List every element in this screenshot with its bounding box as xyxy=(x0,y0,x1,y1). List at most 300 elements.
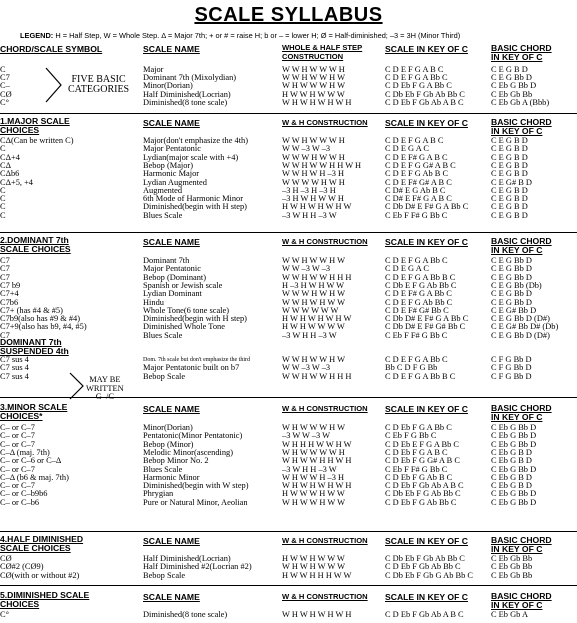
scale-name: Spanish or Jewish scale xyxy=(143,281,223,290)
basic-chord: C E G B D xyxy=(491,145,528,154)
chord-symbol: C7 xyxy=(0,74,10,83)
diminished-header-chord-1: BASIC CHORD xyxy=(491,591,552,601)
dominant-title: 2.DOMINANT 7th xyxy=(0,235,69,245)
construction: –3 W H H –3 W xyxy=(282,465,337,474)
construction: W H W W H –3 H xyxy=(282,473,345,482)
scale-name: Bebop (Minor) xyxy=(143,440,194,449)
scale-notes: C D E G A C xyxy=(385,265,429,274)
scale-notes: C D Eb F G A B C xyxy=(385,448,448,457)
scale-name: Half Diminished #2(Locrian #2) xyxy=(143,563,252,572)
minor-row xyxy=(0,432,577,440)
scale-name: Bebop Scale xyxy=(143,372,186,381)
construction: W W W H W H W xyxy=(282,290,345,299)
minor-row xyxy=(0,482,577,490)
basic-chord: C Eb G B D xyxy=(491,457,532,466)
scale-notes: C Db Eb F G Ab Bb C xyxy=(385,490,461,499)
major-row xyxy=(0,154,577,162)
construction: W H H H W W H W xyxy=(282,440,352,449)
scale-notes: C D Eb F G G# A B C xyxy=(385,457,460,466)
dominant-row xyxy=(0,332,577,340)
scale-name: Diminished(begin with W step) xyxy=(143,482,249,491)
scale-name: Harmonic Minor xyxy=(143,473,200,482)
basic-chord: C E G B D xyxy=(491,186,528,195)
major-row xyxy=(0,179,577,187)
legend xyxy=(20,31,572,40)
construction: –3 H –3 H –3 H xyxy=(282,186,336,195)
chord-symbol: C7 sus 4 xyxy=(0,364,29,373)
suspended-title-2: SUSPENDED 4th xyxy=(0,346,69,356)
diminished-divider xyxy=(0,585,577,586)
dominant-row xyxy=(0,307,577,315)
scale-name: Diminished(begin with H step) xyxy=(143,315,247,324)
scale-name: Pentatonic(Minor Pentatonic) xyxy=(143,432,243,441)
dominant-title-2: SCALE CHOICES xyxy=(0,244,71,254)
chord-symbol: CΔ+4 xyxy=(0,153,20,162)
major-row xyxy=(0,170,577,178)
scale-notes: C Db Eb F Gb G Ab Bb C xyxy=(385,571,473,580)
dominant-header-chord-2: IN KEY OF C xyxy=(491,245,543,255)
minor-row xyxy=(0,441,577,449)
construction: W W –3 W –3 xyxy=(282,265,331,274)
construction: H W H W H W H W xyxy=(282,315,352,324)
header-symbol: CHORD/SCALE SYMBOL xyxy=(0,44,103,54)
chord-symbol: C xyxy=(0,66,6,74)
chord-symbol: CØ(with or without #2) xyxy=(0,571,80,580)
chord-symbol: C– or C–b9b6 xyxy=(0,490,48,499)
suspended-title: DOMINANT 7th xyxy=(0,337,62,347)
scale-name: Lydian(major scale with +4) xyxy=(143,153,239,162)
construction: H W W H W W W xyxy=(282,555,345,563)
header-chord-1: BASIC CHORD xyxy=(491,43,552,53)
scale-notes: C D E F# G# Bb C xyxy=(385,306,449,315)
major-row xyxy=(0,187,577,195)
chord-symbol: CΔ+5, +4 xyxy=(0,178,33,187)
diminished-header-key: SCALE IN KEY OF C xyxy=(385,592,468,602)
basic-chord: C Eb G Bb D xyxy=(491,82,537,91)
construction: W W H W W W H xyxy=(282,137,345,145)
construction: W W H W W H W xyxy=(282,74,345,83)
chord-symbol: C– or C–7 xyxy=(0,424,35,432)
half_diminished-title-2: SCALE CHOICES xyxy=(0,543,71,553)
construction: W H W H W H W H xyxy=(282,611,352,619)
scale-name: Bebop (Dominant) xyxy=(143,273,207,282)
construction: W H W W H W W xyxy=(282,498,345,507)
scale-name: Minor(Dorian) xyxy=(143,82,193,91)
header-key: SCALE IN KEY OF C xyxy=(385,44,468,54)
chord-symbol: C xyxy=(0,211,6,220)
scale-name: Harmonic Major xyxy=(143,170,200,179)
chord-symbol: C7 sus 4 xyxy=(0,372,29,381)
scale-name: Half Diminished(Locrian) xyxy=(143,90,231,99)
major-row xyxy=(0,145,577,153)
scale-name: Melodic Minor(ascending) xyxy=(143,448,234,457)
scale-name: Dominant 7th xyxy=(143,257,190,265)
basic-chord: C E G B D xyxy=(491,170,528,179)
scale-name: Hindu xyxy=(143,298,164,307)
minor-header-name: SCALE NAME xyxy=(143,404,200,414)
major-row xyxy=(0,203,577,211)
basic-chord: C Eb G Bb D xyxy=(491,498,537,507)
scale-notes: C D Eb F G Ab B C xyxy=(385,473,453,482)
basic-chord: C E G Bb D xyxy=(491,298,532,307)
minor-row xyxy=(0,474,577,482)
construction: H W W H W W W xyxy=(282,90,345,99)
intro-row xyxy=(0,66,577,74)
chord-symbol: C7b6 xyxy=(0,298,19,307)
basic-chord: C E G Bb (Db) xyxy=(491,281,542,290)
dominant-header-key: SCALE IN KEY OF C xyxy=(385,237,468,247)
construction: W W W H W W H xyxy=(282,153,345,162)
chord-symbol: C–Δ (maj. 7th) xyxy=(0,448,50,457)
basic-chord: C Eb G Bb D xyxy=(491,465,537,474)
construction: –3 W H H –3 W xyxy=(282,211,337,220)
major-row xyxy=(0,212,577,220)
minor-row xyxy=(0,424,577,432)
scale-notes: C D Eb F G A Bb C xyxy=(385,424,452,432)
diminished-title-2: CHOICES xyxy=(0,599,40,609)
scale-name: Whole Tone(6 tone scale) xyxy=(143,306,229,315)
minor-row xyxy=(0,457,577,465)
header-name: SCALE NAME xyxy=(143,44,200,54)
scale-name: Major Pentatonic built on b7 xyxy=(143,364,240,373)
scale-notes: C Eb F F# G Bb C xyxy=(385,331,448,340)
scale-name: Augmented xyxy=(143,186,183,195)
basic-chord: C Eb Gb Bb xyxy=(491,90,533,99)
minor-title-2: CHOICES* xyxy=(0,411,43,421)
chord-symbol: C xyxy=(0,203,6,212)
suspended-note: MAY BE WRITTEN G–/C xyxy=(86,375,124,401)
basic-chord: C E G Bb D xyxy=(491,257,532,265)
basic-chord: C E G B D xyxy=(491,161,528,170)
construction: H –3 H W H W W xyxy=(282,281,345,290)
basic-chord: C E G B D xyxy=(491,203,528,212)
diminished-header-chord-2: IN KEY OF C xyxy=(491,600,543,610)
basic-chord: C Eb G Bb D xyxy=(491,424,537,432)
basic-chord: C Eb Gb Bb xyxy=(491,571,533,580)
construction: –3 H W H W W H xyxy=(282,195,344,204)
basic-chord: C E G Bb D xyxy=(491,290,532,299)
major-divider xyxy=(0,113,577,114)
scale-name: Lydian Augmented xyxy=(143,178,207,187)
dominant-row xyxy=(0,265,577,273)
half_diminished-title: 4.HALF DIMINISHED xyxy=(0,534,84,544)
scale-notes: C D E F G A Bb B C xyxy=(385,273,456,282)
scale-name: Diminished Whole Tone xyxy=(143,323,225,332)
minor-header-construction: W & H CONSTRUCTION xyxy=(282,404,368,413)
scale-name: Blues Scale xyxy=(143,211,183,220)
construction: W W H W W H W xyxy=(282,356,345,364)
minor-header-key: SCALE IN KEY OF C xyxy=(385,404,468,414)
half_diminished-header-construction: W & H CONSTRUCTION xyxy=(282,536,368,545)
scale-notes: C D Eb F Gb Ab A B C xyxy=(385,611,464,619)
construction: W W H W W H H H xyxy=(282,372,352,381)
basic-chord: C E G Bb D xyxy=(491,273,532,282)
scale-name: Diminished(8 tone scale) xyxy=(143,98,228,107)
construction: W W H W H W W xyxy=(282,298,345,307)
chord-symbol: C7b9(also has #9 & #4) xyxy=(0,315,81,324)
diminished-row xyxy=(0,611,577,619)
scale-notes: C D# E F# G A B C xyxy=(385,195,452,204)
scale-name: 6th Mode of Harmonic Minor xyxy=(143,195,244,204)
dominant-row xyxy=(0,315,577,323)
half_diminished-header-key: SCALE IN KEY OF C xyxy=(385,536,468,546)
half_diminished-row xyxy=(0,555,577,563)
basic-chord: C E G# Bb D# (Db) xyxy=(491,323,559,332)
scale-notes: C D E F G A Bb C xyxy=(385,257,448,265)
basic-chord: C F G Bb D xyxy=(491,356,532,364)
chord-symbol: C° xyxy=(0,611,9,619)
chord-symbol: C xyxy=(0,186,6,195)
half_diminished-row xyxy=(0,563,577,571)
chord-symbol: C– or C–7 xyxy=(0,432,35,441)
scale-name: Bebop Minor No. 2 xyxy=(143,457,209,466)
header-chord-2: IN KEY OF C xyxy=(491,52,543,62)
chord-symbol: C7 xyxy=(0,331,10,340)
scale-name: Bebop (Major) xyxy=(143,161,194,170)
chord-symbol: C7 xyxy=(0,273,10,282)
construction: W H W W W H W xyxy=(282,82,345,91)
chord-symbol: CØ xyxy=(0,90,12,99)
construction: W H W H W H W H xyxy=(282,482,352,491)
construction: W W W W H W H xyxy=(282,178,345,187)
basic-chord: C E G Bb D (D#) xyxy=(491,331,550,340)
basic-chord: C E G# B D xyxy=(491,178,532,187)
scale-notes: C D E F G A B C xyxy=(385,137,444,145)
scale-notes: C Db E F G Ab Bb C xyxy=(385,281,457,290)
construction: –3 W H H –3 W xyxy=(282,331,337,340)
scale-name: Pure or Natural Minor, Aeolian xyxy=(143,498,248,507)
basic-chord: C E G# Bb D xyxy=(491,306,537,315)
basic-chord: C E G Bb D (D#) xyxy=(491,315,550,324)
categories-brace-icon xyxy=(44,66,64,104)
basic-chord: C Eb G B D xyxy=(491,482,532,491)
chord-symbol: C– or C–7 xyxy=(0,465,35,474)
scale-notes: C Eb F G Bb C xyxy=(385,432,437,441)
dominant-header-construction: W & H CONSTRUCTION xyxy=(282,237,368,246)
dominant-row xyxy=(0,323,577,331)
dominant-row xyxy=(0,299,577,307)
chord-symbol: C– or C–b6 xyxy=(0,498,40,507)
scale-notes: C Db D# E F# G A Bb C xyxy=(385,203,469,212)
scale-notes: Bb C D F G Bb xyxy=(385,364,438,373)
construction: W W H W W H H H xyxy=(282,273,352,282)
scale-name: Major(don't emphasize the 4th) xyxy=(143,137,249,145)
construction: H W W H H H W W xyxy=(282,571,352,580)
construction: W W –3 W –3 xyxy=(282,364,331,373)
construction: W W H W W H H W H xyxy=(282,161,362,170)
basic-chord: C Eb Gb A xyxy=(491,611,528,619)
scale-notes: C Db D# E F# G# Bb C xyxy=(385,323,466,332)
scale-notes: C D E F G Ab Bb C xyxy=(385,298,453,307)
chord-symbol: C7+4 xyxy=(0,290,19,299)
dominant-row xyxy=(0,257,577,265)
suspended-row xyxy=(0,356,577,364)
scale-notes: C D E F G A B C xyxy=(385,66,444,74)
chord-symbol: C– or C–7 xyxy=(0,440,35,449)
basic-chord: C E G Bb D xyxy=(491,265,532,274)
construction: H W H W H W H W xyxy=(282,203,352,212)
scale-notes: C D Eb E F G A Bb C xyxy=(385,440,459,449)
major-title: 1.MAJOR SCALE xyxy=(0,116,70,126)
scale-notes: C Db Eb F Gb Ab Bb C xyxy=(385,555,465,563)
header-construction-2: CONSTRUCTION xyxy=(282,52,344,61)
construction: W H W W H H W H xyxy=(282,457,352,466)
basic-chord: C Eb G Bb D xyxy=(491,490,537,499)
construction: W H W H W H W H xyxy=(282,98,352,107)
chord-symbol: CØ xyxy=(0,555,12,563)
major-title-2: CHOICES xyxy=(0,125,40,135)
scale-notes: C D# E G Ab B C xyxy=(385,186,446,195)
chord-symbol: C7 xyxy=(0,257,10,265)
scale-notes: C D E F G G# A B C xyxy=(385,161,456,170)
basic-chord: C E G Bb D xyxy=(491,74,532,83)
construction: W W H W H –3 H xyxy=(282,170,345,179)
basic-chord: C Eb Gb A (Bbb) xyxy=(491,98,550,107)
half_diminished-header-name: SCALE NAME xyxy=(143,536,200,546)
dominant-row xyxy=(0,274,577,282)
intro-row xyxy=(0,99,577,107)
chord-symbol: CΔ(Can be written C) xyxy=(0,137,74,145)
major-row xyxy=(0,195,577,203)
scale-notes: C D Eb F G Ab Bb C xyxy=(385,498,457,507)
major-header-construction: W & H CONSTRUCTION xyxy=(282,118,368,127)
dominant-divider xyxy=(0,232,577,233)
scale-notes: C D E F G A Bb C xyxy=(385,74,448,83)
diminished-header-construction: W & H CONSTRUCTION xyxy=(282,592,368,601)
chord-symbol: CΔ xyxy=(0,161,11,170)
page-title: SCALE SYLLABUS xyxy=(194,4,383,26)
basic-chord: C Eb G Bb D xyxy=(491,440,537,449)
scale-notes: C Db Eb F Gb Ab Bb C xyxy=(385,90,465,99)
diminished-title: 5.DIMINISHED SCALE xyxy=(0,590,90,600)
basic-chord: C E G B D xyxy=(491,211,528,220)
scale-name: Minor(Dorian) xyxy=(143,424,193,432)
scale-notes: C Eb F F# G Bb C xyxy=(385,465,448,474)
scale-notes: C D E G A C xyxy=(385,145,429,154)
construction: W H W W W W H xyxy=(282,448,345,457)
minor-title: 3.MINOR SCALE xyxy=(0,402,68,412)
categories-note: FIVE BASIC CATEGORIES xyxy=(68,74,130,95)
chord-symbol: C7 xyxy=(0,265,10,274)
major-row xyxy=(0,162,577,170)
header-construction-1: WHOLE & HALF STEP xyxy=(282,43,363,52)
construction: W H W W W H W xyxy=(282,424,345,432)
scale-notes: C D E F# G A Bb C xyxy=(385,290,452,299)
scale-name: Diminished(8 tone scale) xyxy=(143,611,228,619)
basic-chord: C E G B D xyxy=(491,195,528,204)
scale-name: Diminished(begin with H step) xyxy=(143,203,247,212)
construction: W W H W W W H xyxy=(282,66,345,74)
chord-symbol: C xyxy=(0,195,6,204)
minor-row xyxy=(0,499,577,507)
dominant-header-chord-1: BASIC CHORD xyxy=(491,236,552,246)
scale-notes: C D E F G Ab B C xyxy=(385,170,449,179)
dominant-header-name: SCALE NAME xyxy=(143,237,200,247)
scale-name: Blues Scale xyxy=(143,331,183,340)
scale-name: Dominant 7th (Mixolydian) xyxy=(143,74,237,83)
dominant-row xyxy=(0,290,577,298)
half_diminished-row xyxy=(0,572,577,580)
scale-name: Blues Scale xyxy=(143,465,183,474)
chord-symbol: C7 sus 4 xyxy=(0,356,29,364)
construction: W H W H W W W xyxy=(282,563,345,572)
minor-header-chord-1: BASIC CHORD xyxy=(491,403,552,413)
basic-chord: C Eb G B D xyxy=(491,448,532,457)
major-header-key: SCALE IN KEY OF C xyxy=(385,118,468,128)
scale-name: Bebop Scale xyxy=(143,571,186,580)
chord-symbol: C7+9(also has b9, #4, #5) xyxy=(0,323,87,332)
scale-name: Lydian Dominant xyxy=(143,290,202,299)
construction: H W W W H W W xyxy=(282,490,345,499)
basic-chord: C Eb Gb Bb xyxy=(491,555,533,563)
suspended-brace-icon xyxy=(68,371,88,401)
chord-symbol: C– or C–6 or C–Δ xyxy=(0,457,62,466)
scale-name: Major xyxy=(143,66,164,74)
basic-chord: C E G B D xyxy=(491,153,528,162)
scale-notes: C D E F# G# A B C xyxy=(385,178,452,187)
basic-chord: C F G Bb D xyxy=(491,364,532,373)
dominant-row xyxy=(0,282,577,290)
major-header-chord-2: IN KEY OF C xyxy=(491,126,543,136)
chord-symbol: C7 b9 xyxy=(0,281,21,290)
construction: W W –3 W –3 xyxy=(282,145,331,154)
basic-chord: C Eb Gb Bb xyxy=(491,563,533,572)
scale-notes: C D E F G A Bb C xyxy=(385,356,448,364)
half_diminished-divider xyxy=(0,531,577,532)
basic-chord: C E G B D xyxy=(491,66,528,74)
minor-row xyxy=(0,449,577,457)
scale-notes: C D E F# G A B C xyxy=(385,153,448,162)
chord-symbol: CØ#2 (CØ9) xyxy=(0,563,44,572)
chord-symbol: C– or C–7 xyxy=(0,482,35,491)
minor-header-chord-2: IN KEY OF C xyxy=(491,412,543,422)
half_diminished-header-chord-2: IN KEY OF C xyxy=(491,544,543,554)
scale-notes: C Eb F F# G Bb C xyxy=(385,211,448,220)
scale-name: Half Diminished(Locrian) xyxy=(143,555,231,563)
diminished-header-name: SCALE NAME xyxy=(143,592,200,602)
construction: –3 W W –3 W xyxy=(282,432,331,441)
chord-symbol: C– xyxy=(0,82,10,91)
basic-chord: C F G Bb D xyxy=(491,372,532,381)
minor-row xyxy=(0,490,577,498)
major-row xyxy=(0,137,577,145)
half_diminished-header-chord-1: BASIC CHORD xyxy=(491,535,552,545)
scale-notes: C D Eb F Gb Ab Bb C xyxy=(385,563,461,572)
basic-chord: C E G B D xyxy=(491,137,528,145)
scale-notes: C D Eb F Gb Ab A B C xyxy=(385,482,464,491)
scale-name: Major Pentatonic xyxy=(143,265,201,274)
scale-notes: C D Eb F G A Bb C xyxy=(385,82,452,91)
chord-symbol: C–Δ (b6 & maj. 7th) xyxy=(0,473,69,482)
minor-row xyxy=(0,466,577,474)
basic-chord: C Eb G Bb D xyxy=(491,432,537,441)
construction: W W W W W W xyxy=(282,306,339,315)
scale-notes: C D Eb F Gb Ab A B C xyxy=(385,98,464,107)
construction: H W H W W W W xyxy=(282,323,345,332)
legend-text: H = Half Step, W = Whole Step. Δ = Major 7th; + or # = raise H; b or – = lower H; Ø = Half-diminished; –3 = 3H (Minor Third) xyxy=(55,31,461,40)
basic-chord: C Eb G B D xyxy=(491,473,532,482)
chord-symbol: C7+ (has #4 & #5) xyxy=(0,306,63,315)
scale-name: Major Pentatonic xyxy=(143,145,201,154)
scale-name: Dom. 7th scale but don't emphasize the third xyxy=(143,357,251,363)
major-header-chord-1: BASIC CHORD xyxy=(491,117,552,127)
scale-name: Phrygian xyxy=(143,490,174,499)
scale-notes: C D E F G A Bb B C xyxy=(385,372,456,381)
chord-symbol: CΔb6 xyxy=(0,170,20,179)
scale-notes: C Db D# E F# G A Bb C xyxy=(385,315,469,324)
chord-symbol: C xyxy=(0,145,6,154)
major-header-name: SCALE NAME xyxy=(143,118,200,128)
